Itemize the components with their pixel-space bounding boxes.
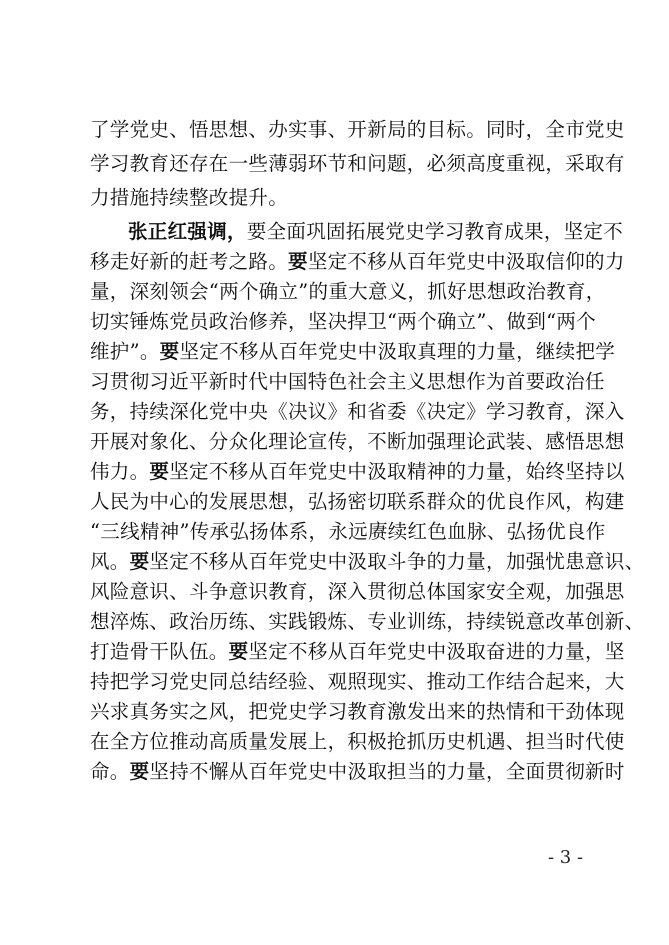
text-line: [90, 425, 625, 459]
text-segment: 力措施持续整改提升。: [90, 186, 289, 209]
text-segment: 习贯彻习近平新时代中国特色社会主义思想作为首要政治任: [90, 370, 605, 393]
text-segment: 切实锤炼党员政治修养，坚决捍卫“两个确立”、做到“两个: [90, 310, 597, 333]
text-segment: 想淬炼、政治历练、实践锻炼、专业训练，持续锐意改革创新、: [90, 610, 645, 633]
text-line: [90, 725, 625, 759]
bold-keyword: 要: [129, 550, 150, 573]
text-segment: 在全方位推动高质量发展上，积极抢抓历史机遇、担当时代使: [90, 730, 625, 753]
text-segment: 持把学习党史同总结经验、观照现实、推动工作结合起来，大: [90, 670, 625, 693]
text-line: [90, 305, 597, 339]
text-line: [90, 665, 625, 699]
text-line: [90, 635, 625, 669]
page-number: - 3 -: [548, 847, 584, 868]
text-segment: 务，持续深化党中央《决议》和省委《决定》学习教育，深入: [90, 400, 625, 423]
speaker-lead: 张正红强调，: [128, 220, 247, 243]
text-line: [90, 275, 606, 309]
bold-keyword: 要: [228, 640, 249, 663]
text-line: [90, 485, 625, 519]
bold-keyword: 要: [159, 340, 180, 363]
bold-keyword: 要: [129, 760, 150, 783]
text-segment: 开展对象化、分众化理论宣传，不断加强理论武装、感悟思想: [90, 430, 625, 453]
text-segment: 打造骨干队伍。: [90, 640, 229, 663]
text-line: [90, 395, 625, 429]
text-line: [90, 455, 625, 489]
bold-keyword: 要: [288, 250, 308, 273]
text-segment: 伟力。: [90, 460, 150, 483]
text-line: [90, 695, 625, 729]
text-line: [90, 335, 616, 369]
text-segment: 学习教育还存在一些薄弱环节和问题，必须高度重视，采取有: [90, 152, 625, 175]
text-segment: 坚定不移从百年党史中汲取斗争的力量，加强忧患意识、: [149, 550, 645, 573]
text-segment: 要全面巩固拓展党史学习教育成果，坚定不: [246, 220, 624, 243]
text-line: [90, 113, 625, 147]
text-segment: 坚定不移从百年党史中汲取真理的力量，继续把学: [179, 340, 616, 363]
text-line: [90, 755, 625, 789]
text-line: [90, 181, 580, 215]
text-segment: 坚持不懈从百年党史中汲取担当的力量，全面贯彻新时: [149, 760, 625, 783]
text-segment: 量，深刻领会“两个确立”的重大意义，抓好思想政治教育，: [90, 280, 606, 303]
text-segment: 移走好新的赶考之路。: [90, 250, 289, 273]
text-line: [90, 245, 625, 279]
text-line: [90, 147, 625, 181]
text-segment: “三线精神”传承弘扬体系，永远赓续红色血脉、弘扬优良作: [90, 520, 606, 543]
text-line: [90, 545, 645, 579]
text-line: [90, 515, 606, 549]
bold-keyword: 要: [149, 460, 170, 483]
text-line: [90, 365, 605, 399]
text-line: [90, 605, 645, 639]
text-segment: 坚定不移从百年党史中汲取精神的力量，始终坚持以: [169, 460, 625, 483]
text-segment: 了学党史、悟思想、办实事、开新局的目标。同时，全市党史: [90, 118, 625, 141]
text-segment: 维护”。: [90, 340, 160, 363]
text-segment: 坚定不移从百年党史中汲取奋进的力量，坚: [248, 640, 625, 663]
text-segment: 命。: [90, 760, 130, 783]
text-line: [90, 575, 625, 609]
text-segment: 坚定不移从百年党史中汲取信仰的力: [307, 250, 625, 273]
text-segment: 风。: [90, 550, 130, 573]
text-segment: 兴求真务实之风，把党史学习教育激发出来的热情和干劲体现: [90, 700, 625, 723]
text-segment: 风险意识、斗争意识教育，深入贯彻总体国家安全观，加强思: [90, 580, 625, 603]
text-segment: 人民为中心的发展思想，弘扬密切联系群众的优良作风，构建: [90, 490, 625, 513]
text-line: [128, 215, 624, 249]
